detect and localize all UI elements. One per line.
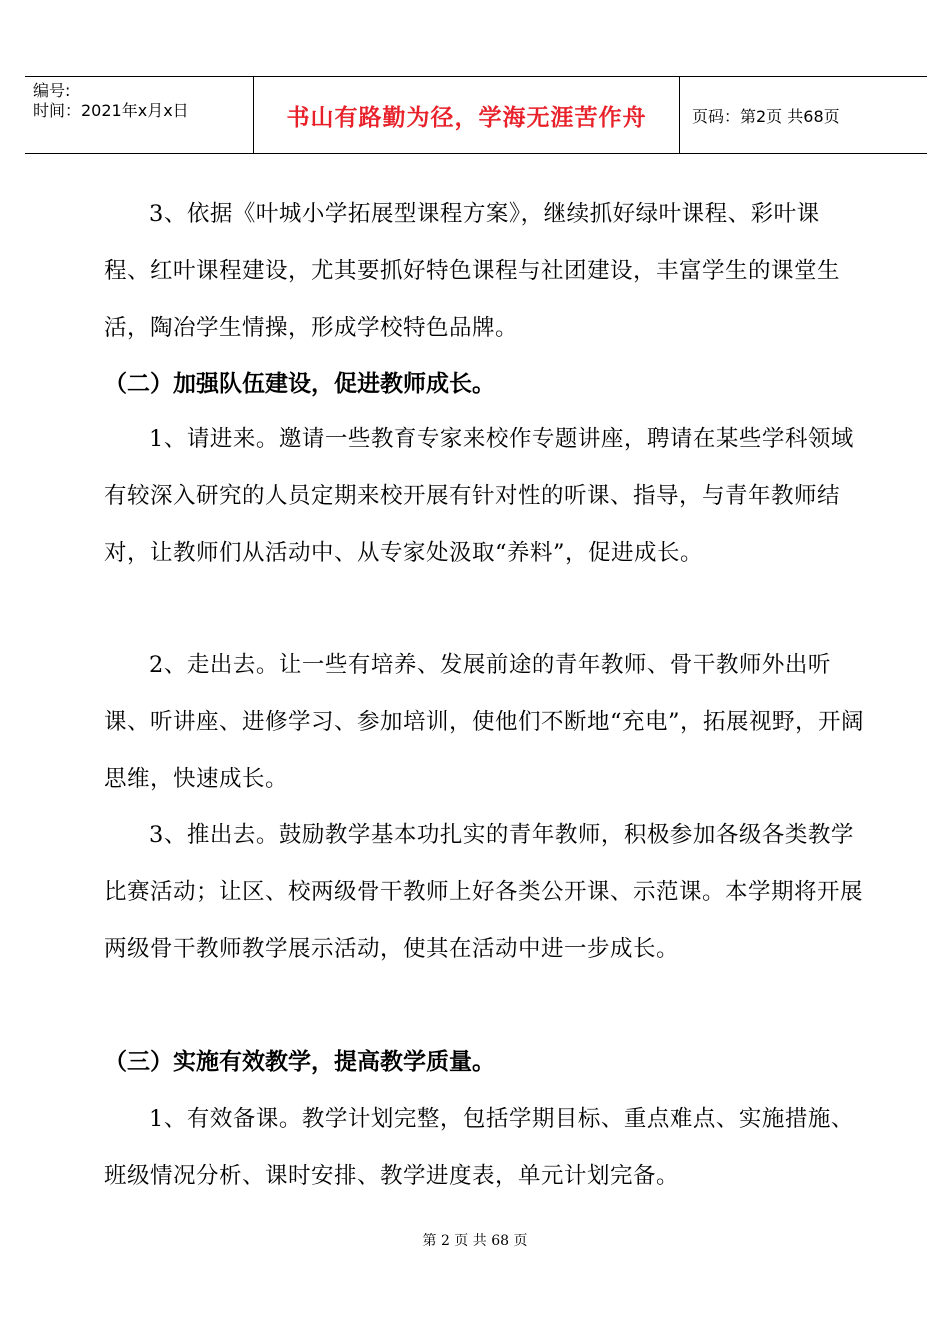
paragraph-invite-in: 1、请进来。邀请一些教育专家来校作专题讲座，聘请在某些学科领域有较深入研究的人员定期来校开展有针对性的听课、指导，与青年教师结对，让教师们从活动中、从专家处汲取“养料”，促进成长。 — [104, 426, 854, 566]
paragraph-3-curriculum: 3、依据《叶城小学拓展型课程方案》，继续抓好绿叶课程、彩叶课程、红叶课程建设，尤其要抓好特色课程与社团建设，丰富学生的课堂生活，陶冶学生情操，形成学校特色品牌。 — [104, 201, 841, 341]
time-label: 时间：2021年x月x日 — [33, 101, 189, 120]
header-meta — [25, 77, 254, 153]
paragraph-go-out: 2、走出去。让一些有培养、发展前途的青年教师、骨干教师外出听课、听讲座、进修学习、参加培训，使他们不断地“充电”，拓展视野，开阔思维，快速成长。 — [104, 652, 865, 792]
serial-label: 编号: — [33, 81, 71, 100]
header-motto: 书山有路勤为径，学海无涯苦作舟 — [254, 77, 680, 153]
section-heading-3: （三）实施有效教学，提高教学质量。 — [104, 1048, 495, 1075]
paragraph-push-out: 3、推出去。鼓励教学基本功扎实的青年教师，积极参加各级各类教学比赛活动；让区、校两级骨干教师上好各类公开课、示范课。本学期将开展两级骨干教师教学展示活动，使其在活动中进一步成长。 — [104, 822, 864, 962]
page-header — [25, 76, 927, 154]
paragraph-lesson-prep: 1、有效备课。教学计划完整，包括学期目标、重点难点、实施措施、班级情况分析、课时安排、教学进度表，单元计划完备。 — [104, 1106, 854, 1189]
section-heading-2: （二）加强队伍建设，促进教师成长。 — [104, 370, 495, 397]
page-footer: 第 2 页 共 68 页 — [422, 1233, 528, 1249]
header-page-info: 页码：第2页 共68页 — [692, 106, 840, 126]
